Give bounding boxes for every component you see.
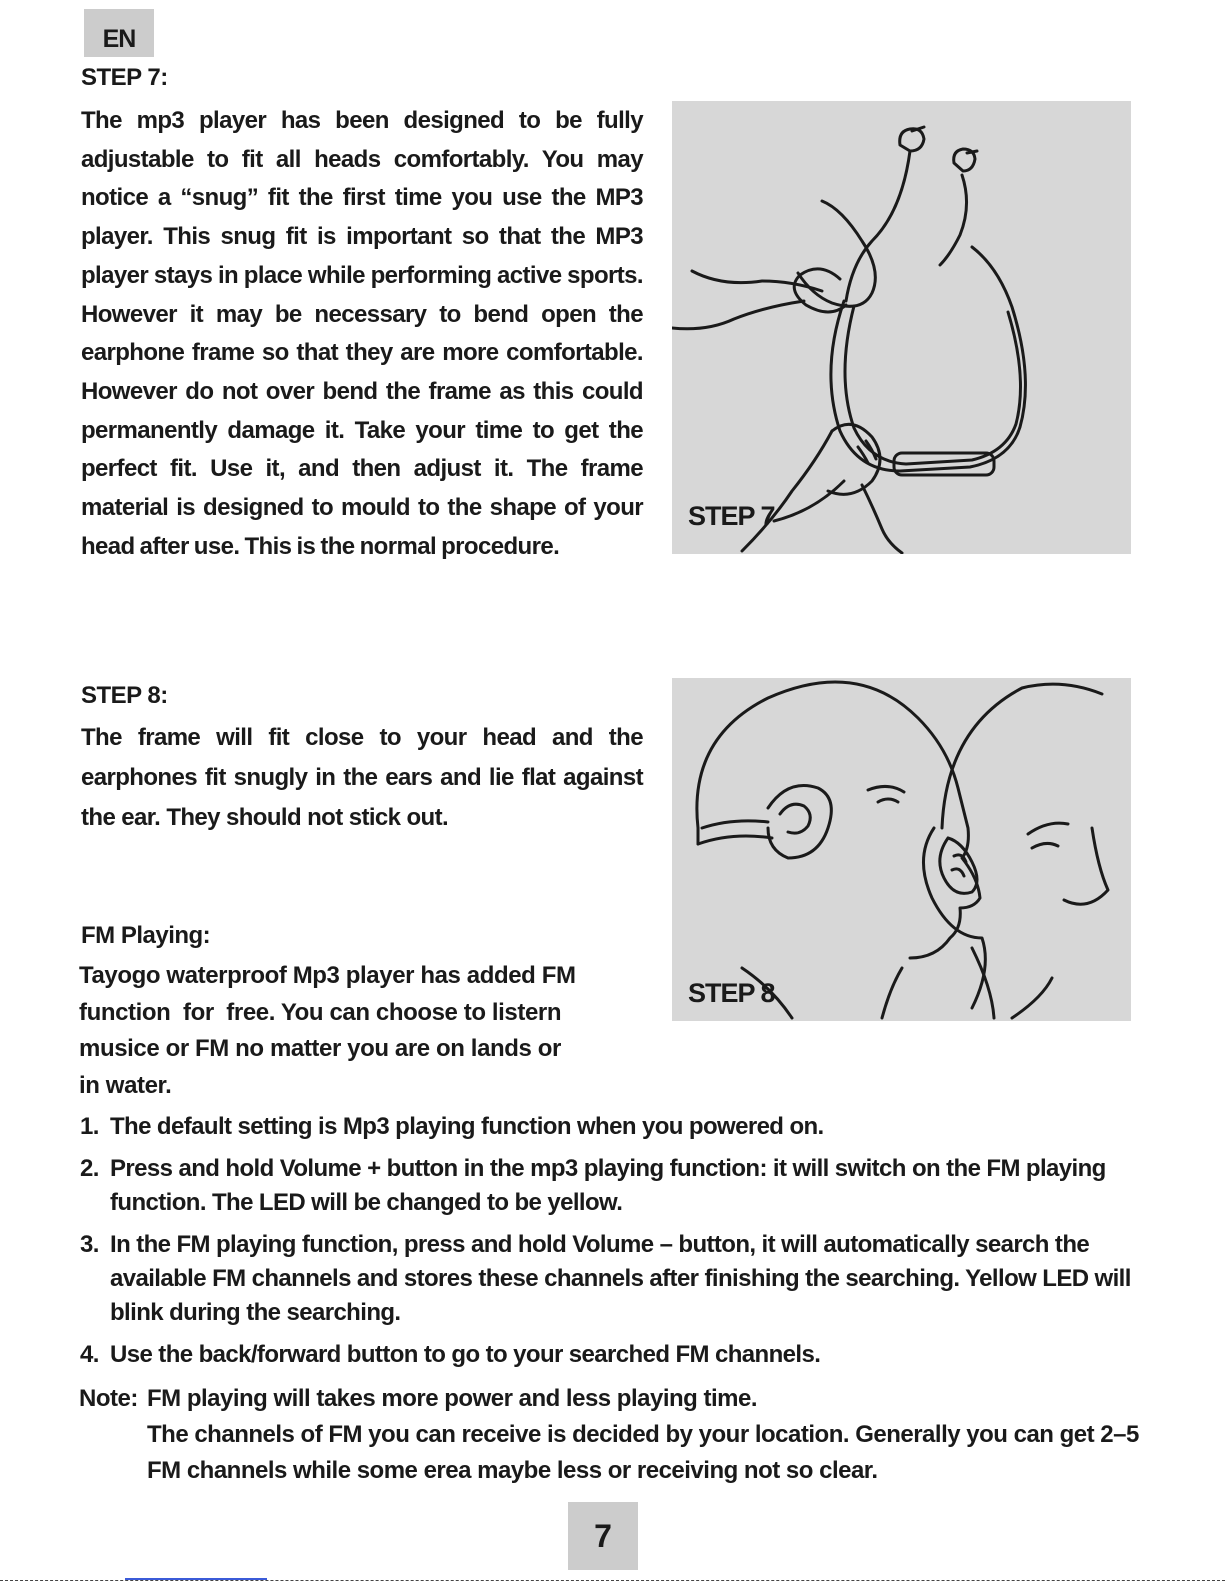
- note-text: The channels of FM you can receive is decided by your location. Generally you can get 2–5 FM channels while some erea maybe less or receiving not so clear.: [147, 1421, 1139, 1484]
- step7-figure-label: STEP 7: [688, 501, 775, 531]
- step7-heading: STEP 7:: [81, 64, 168, 91]
- footer-divider: [0, 1580, 1225, 1581]
- step-number: 1.: [80, 1113, 99, 1140]
- step-number: 3.: [80, 1231, 99, 1258]
- fm-playing-title: FM Playing:: [81, 922, 211, 949]
- step8-figure: [672, 678, 1131, 1021]
- list-item: [80, 1152, 1140, 1220]
- step-text: Press and hold Volume + button in the mp3 playing function: it will switch on the FM playing function. The LED will be changed to be yellow.: [110, 1155, 1106, 1216]
- earphone-adjust-illustration: [672, 101, 1131, 554]
- step-text: In the FM playing function, press and hold Volume – button, it will automatically search the available FM channels and stores these channels after finishing the searching. Yellow LED will blink during the searching.: [110, 1231, 1131, 1326]
- note-label: Note:: [79, 1385, 138, 1412]
- note-first-line: [79, 1381, 1139, 1417]
- step8-body: The frame will fit close to your head and the earphones fit snugly in the ears and lie flat against the ear. They should not stick out.: [81, 724, 643, 831]
- step-number: 4.: [80, 1341, 99, 1368]
- fm-intro: [79, 958, 619, 1104]
- step7-figure: [672, 101, 1131, 554]
- fm-intro-line: in water.: [79, 1071, 172, 1099]
- step8-heading: STEP 8:: [81, 682, 168, 709]
- list-item: [80, 1228, 1140, 1330]
- step-text: Use the back/forward button to go to your searched FM channels.: [110, 1341, 821, 1368]
- step-number: 2.: [80, 1155, 99, 1182]
- fm-steps-list: [80, 1110, 1140, 1380]
- earphones-fit-illustration: [672, 678, 1131, 1021]
- step-text: The default setting is Mp3 playing function when you powered on.: [110, 1113, 824, 1140]
- note-text: FM playing will takes more power and less playing time.: [147, 1385, 757, 1412]
- step8-figure-label: STEP 8: [688, 978, 775, 1008]
- list-item: [80, 1110, 1140, 1144]
- footer-link-underline: [125, 1578, 267, 1580]
- fm-intro-line: function for free. You can choose to listern: [79, 998, 562, 1026]
- fm-intro-line: Tayogo waterproof Mp3 player has added FM: [79, 962, 576, 989]
- language-tab: EN: [84, 9, 154, 57]
- step7-body: The mp3 player has been designed to be fully adjustable to fit all heads comfortably. You may notice a “snug” fit the first time you use the MP3 player. This snug fit is important so that the MP3 player stays in place while performing active sports. However it may be necessary to bend open the earphone frame so that they are more comfortable. However do not over bend the frame as this could permanently damage it. Take your time to get the perfect fit. Use it, and then adjust it. The frame material is designed to mould to the shape of your head after use. This is the normal procedure.: [81, 107, 643, 560]
- list-item: [80, 1338, 1140, 1372]
- fm-note: [79, 1381, 1139, 1489]
- page-number: 7: [568, 1502, 638, 1570]
- fm-intro-line: musice or FM no matter you are on lands or: [79, 1035, 561, 1062]
